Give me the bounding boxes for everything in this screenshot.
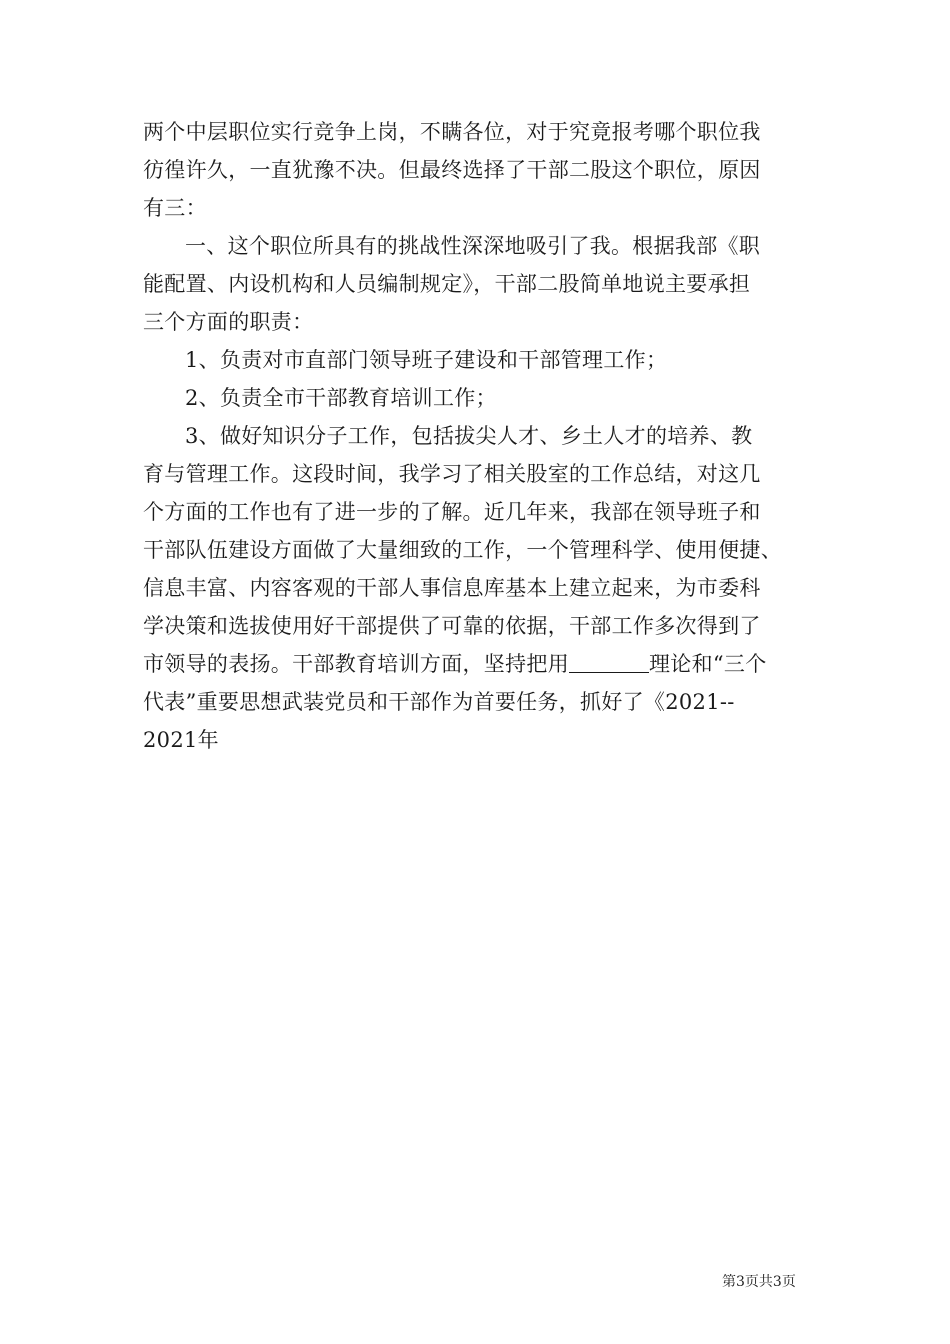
text-line: 彷徨许久，一直犹豫不决。但最终选择了干部二股这个职位，原因: [143, 158, 761, 182]
text-line: 育与管理工作。这段时间，我学习了相关股室的工作总结，对这几: [143, 462, 761, 486]
blank-underline: [569, 650, 649, 673]
list-item-3: 3、做好知识分子工作，包括拔尖人才、乡土人才的培养、教: [185, 424, 753, 448]
page-number-footer: 第3页共3页: [722, 1274, 796, 1290]
list-item-2: 2、负责全市干部教育培训工作；: [185, 386, 497, 410]
document-body: [143, 113, 813, 759]
text-line: 有三：: [143, 196, 207, 220]
text-line: 代表”重要思想武装党员和干部作为首要任务，抓好了《2021--: [143, 690, 735, 714]
text-line: 两个中层职位实行竞争上岗，不瞒各位，对于究竟报考哪个职位我: [143, 120, 761, 144]
text-line: [143, 645, 813, 683]
text-segment: 理论和“三个: [649, 652, 767, 676]
text-line: 三个方面的职责：: [143, 310, 314, 334]
text-line: 信息丰富、内容客观的干部人事信息库基本上建立起来，为市委科: [143, 576, 761, 600]
list-item-1: 1、负责对市直部门领导班子建设和干部管理工作；: [185, 348, 668, 372]
text-line: 能配置、内设机构和人员编制规定》，干部二股简单地说主要承担: [143, 272, 751, 296]
text-line: 干部队伍建设方面做了大量细致的工作，一个管理科学、使用便捷、: [143, 538, 782, 562]
text-line: 2021年: [143, 728, 219, 752]
text-line: 一、这个职位所具有的挑战性深深地吸引了我。根据我部《职: [185, 234, 761, 258]
text-line: 个方面的工作也有了进一步的了解。近几年来，我部在领导班子和: [143, 500, 761, 524]
text-segment: 市领导的表扬。干部教育培训方面，坚持把用: [143, 652, 569, 676]
text-line: 学决策和选拔使用好干部提供了可靠的依据，干部工作多次得到了: [143, 614, 761, 638]
